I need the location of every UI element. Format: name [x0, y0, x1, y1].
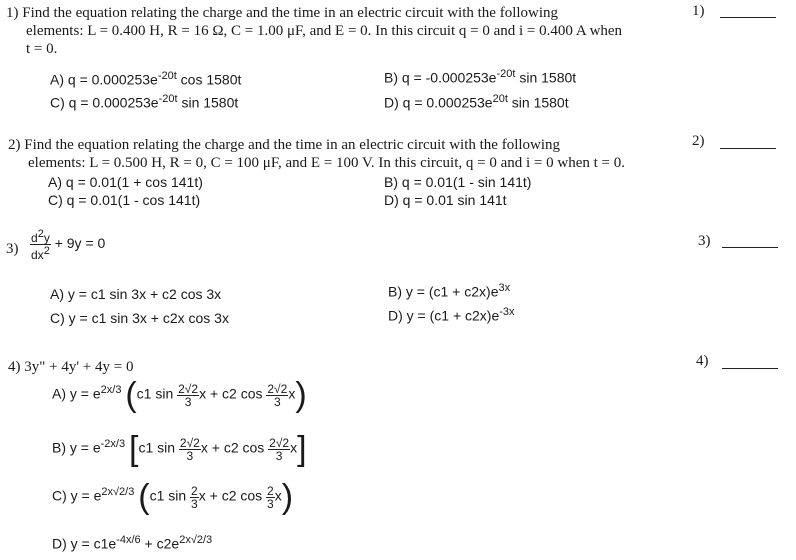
q3-y: y: [43, 231, 50, 245]
q4-b-x: x: [290, 439, 298, 456]
q4-b-frac2: [268, 437, 290, 462]
q1-a-tail: cos 1580t: [176, 71, 242, 88]
q2-option-a[interactable]: A) q = 0.01(1 + cos 141t): [48, 174, 203, 190]
q3-option-b[interactable]: [388, 282, 510, 300]
q4-c-x: x: [274, 487, 282, 504]
q3-equation: [30, 228, 105, 261]
q3-option-c[interactable]: C) y = c1 sin 3x + c2x cos 3x: [50, 310, 229, 326]
q4-b-frac1: [179, 437, 201, 462]
q4-b-c2cos: x + c2 cos: [200, 439, 265, 456]
q4-a-frac1-den: 3: [184, 394, 192, 409]
q2-option-d[interactable]: D) q = 0.01 sin 141t: [384, 192, 507, 208]
q4-a-lparen: (: [125, 376, 137, 414]
q4-a-exp: 2x/3: [100, 384, 122, 397]
q1-stem-line1: 1) Find the equation relating the charge and the time in an electric circuit with the following: [6, 5, 559, 21]
q1-option-b[interactable]: [384, 68, 576, 86]
answer-blank-3[interactable]: [722, 247, 778, 248]
answer-label-3: 3): [698, 233, 711, 249]
q4-stem: 4) 3y" + 4y' + 4y = 0: [8, 359, 134, 375]
q3-d: d: [31, 231, 38, 245]
q4-c-frac2-num: 2: [267, 483, 274, 498]
q3-derivative-fraction: [30, 228, 51, 261]
q4-b-frac2-num: 2√2: [269, 435, 290, 450]
q4-a-frac2: [266, 383, 288, 408]
answer-blank-1[interactable]: [720, 17, 776, 18]
q4-option-d[interactable]: [52, 534, 212, 552]
q4-c-pre: C) y = e: [52, 487, 102, 504]
q1-a-text: A) q = 0.000253e: [50, 71, 158, 88]
q4-a-c1sin: c1 sin: [136, 385, 174, 402]
q4-option-c[interactable]: [52, 478, 294, 516]
q1-stem-line3: t = 0.: [26, 41, 58, 57]
q3-d-exp: 2: [37, 228, 44, 240]
q4-c-rparen: ): [281, 478, 294, 516]
q4-a-frac2-den: 3: [274, 394, 281, 409]
q1-c-tail: sin 1580t: [177, 94, 239, 111]
q4-b-lparen: [: [129, 430, 139, 468]
q4-c-lparen: (: [138, 478, 150, 516]
q1-d-text: D) q = 0.000253e: [384, 94, 493, 111]
q4-b-frac1-den: 3: [186, 448, 194, 463]
q4-c-frac2: [266, 485, 275, 510]
q2-stem-line2: elements: L = 0.500 H, R = 0, C = 100 μF, and E = 100 V. In this circuit, q = 0 and i = 0 when t = 0.: [28, 155, 625, 171]
answer-blank-2[interactable]: [720, 148, 776, 149]
q4-d-mid: + c2e: [140, 535, 180, 552]
answer-label-1: 1): [692, 3, 705, 19]
q4-c-c1sin: c1 sin: [149, 487, 187, 504]
q2-stem-line1: 2) Find the equation relating the charge and the time in an electric circuit with the following: [8, 137, 561, 153]
q1-stem-line2: elements: L = 0.400 H, R = 16 Ω, C = 1.00 μF, and E = 0. In this circuit q = 0 and i = 0.400 A when: [26, 23, 623, 39]
q3-d-exp: -3x: [499, 306, 515, 318]
q1-c-exp: -20t: [158, 93, 178, 105]
q4-b-pre: B) y = e: [52, 439, 101, 456]
q4-b-frac1-num: 2√2: [179, 435, 200, 450]
q1-option-d[interactable]: [384, 93, 569, 111]
q1-b-exp: -20t: [496, 68, 516, 80]
q4-d-exp1: -4x/6: [116, 534, 141, 546]
q1-a-exp: -20t: [157, 70, 177, 82]
q1-option-a[interactable]: [50, 70, 241, 88]
q4-a-x: x: [288, 385, 296, 402]
q1-d-tail: sin 1580t: [507, 94, 569, 111]
q4-b-rparen: ]: [297, 430, 307, 468]
q4-a-frac1-num: 2√2: [178, 381, 199, 396]
q3-b-text: B) y = (c1 + c2x)e: [388, 283, 499, 300]
q4-a-pre: A) y = e: [52, 385, 101, 402]
q1-d-exp: 20t: [492, 93, 508, 105]
q3-option-d[interactable]: [388, 306, 515, 324]
q2-option-c[interactable]: C) q = 0.01(1 - cos 141t): [48, 192, 201, 208]
q4-option-a[interactable]: [52, 376, 307, 414]
q3-dx: dx: [31, 248, 44, 262]
q4-c-exp: 2x√2/3: [101, 486, 135, 499]
q4-c-frac1: [190, 485, 199, 510]
q4-d-pre: D) y = c1e: [52, 535, 117, 552]
answer-blank-4[interactable]: [722, 368, 778, 369]
q4-a-frac2-num: 2√2: [267, 381, 288, 396]
q3-dx-exp: 2: [43, 245, 50, 257]
q3-d-text: D) y = (c1 + c2x)e: [388, 307, 500, 324]
q3-b-exp: 3x: [498, 282, 511, 294]
q3-number: 3): [6, 241, 19, 257]
q4-c-frac1-den: 3: [191, 496, 198, 511]
q4-option-b[interactable]: [52, 430, 307, 468]
q4-b-c1sin: c1 sin: [138, 439, 176, 456]
q4-a-frac1: [177, 383, 199, 408]
q4-d-exp2: 2x√2/3: [179, 534, 213, 546]
q3-tail: + 9y = 0: [50, 235, 106, 252]
q4-a-c2cos: x + c2 cos: [199, 385, 263, 402]
q4-b-exp: -2x/3: [100, 438, 126, 451]
q1-option-c[interactable]: [50, 93, 238, 111]
q4-a-rparen: ): [295, 376, 307, 414]
q4-c-c2cos: x + c2 cos: [198, 487, 263, 504]
q4-b-frac2-den: 3: [275, 448, 283, 463]
q4-c-frac1-num: 2: [191, 483, 198, 498]
q2-option-b[interactable]: B) q = 0.01(1 - sin 141t): [384, 174, 532, 190]
answer-label-2: 2): [692, 133, 705, 149]
answer-label-4: 4): [696, 353, 709, 369]
q1-c-text: C) q = 0.000253e: [50, 94, 159, 111]
q3-option-a[interactable]: A) y = c1 sin 3x + c2 cos 3x: [50, 286, 222, 302]
q4-c-frac2-den: 3: [267, 496, 274, 511]
q1-b-tail: sin 1580t: [515, 69, 577, 86]
q1-b-text: B) q = -0.000253e: [384, 69, 497, 86]
